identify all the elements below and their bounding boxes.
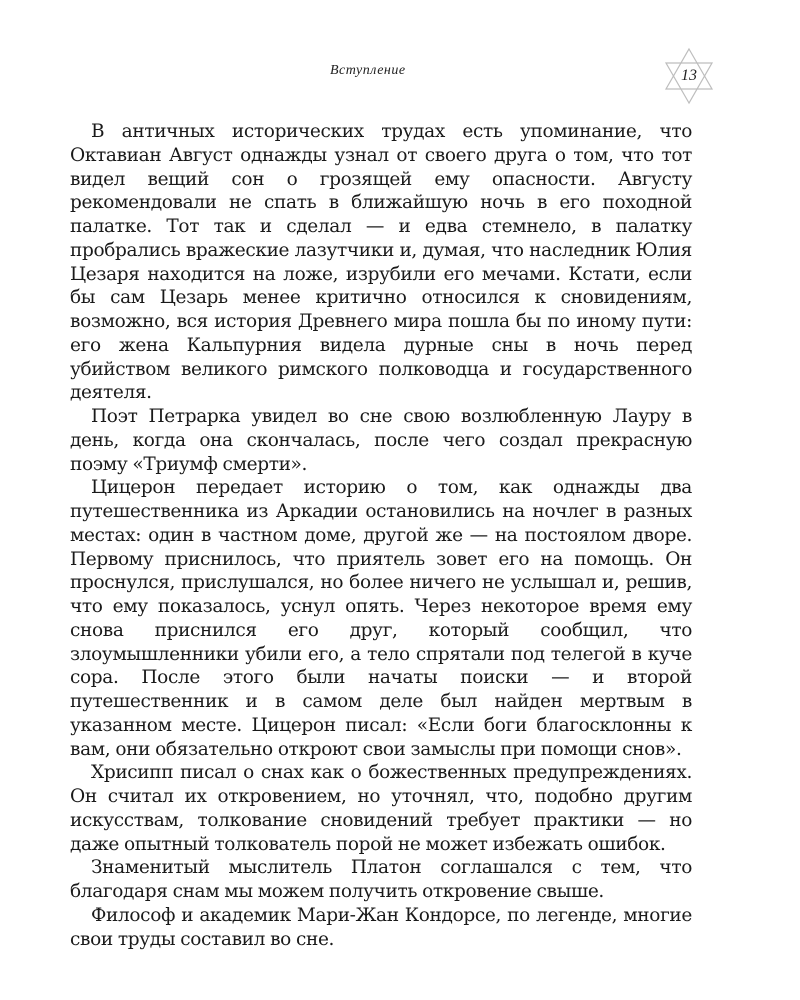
running-title: Вступление — [330, 63, 406, 78]
paragraph: В античных исторических трудах есть упоминание, что Октавиан Август однажды узнал от своего друга о том, что тот видел вещий сон о грозящей ему опасности. Августу рекомендовали не спать в ближайшую ночь в его походной палатке. Тот так и сделал — и едва стемнело, в палатку пробрались вражеские лазутчики и, думая, что наследник Юлия Цезаря находится на ложе, изрубили его мечами. Кстати, если бы сам Цезарь менее критично относился к сновидениям, возможно, вся история Древнего мира пошла бы по иному пути: его жена Кальпурния видела дурные сны в ночь перед убийством великого римского полководца и государственного деятеля. — [70, 121, 692, 404]
paragraph: Знаменитый мыслитель Платон соглашался с тем, что благодаря снам мы можем получить откровение свыше. — [70, 857, 692, 902]
paragraph: Философ и академик Мари-Жан Кондорсе, по легенде, многие свои труды составил во сне. — [70, 904, 692, 950]
body-text — [70, 120, 692, 951]
paragraph: Хрисипп писал о снах как о божественных предупреждениях. Он считал их откровением, но уточнял, что, подобно другим искусствам, толкование сновидений требует практики — но даже опытный толкователь порой не может избежать ошибок. — [70, 762, 692, 855]
paragraph: Цицерон передает историю о том, как однажды два путешественника из Аркадии остановились на ночлег в разных местах: один в частном доме, другой же — на постоялом дворе. Первому приснилось, что приятель зовет его на помощь. Он проснулся, прислушался, но более ничего не услышал и, решив, что ему показалось, уснул опять. Через некоторое время ему снова приснился его друг, который сообщил, что злоумышленники убили его, а тело спрятали под телегой в куче сора. После этого были начаты поиски — и второй путешественник и в самом деле был найден мертвым в указанном месте. Цицерон писал: «Если боги благосклонны к вам, они обязательно откроют свои замыслы при помощи снов». — [70, 477, 692, 760]
paragraph: Поэт Петрарка увидел во сне свою возлюбленную Лауру в день, когда она скончалась, после чего создал прекрасную поэму «Триумф смерти». — [70, 406, 692, 475]
page-number: 13 — [681, 67, 697, 84]
page-header — [0, 60, 800, 90]
